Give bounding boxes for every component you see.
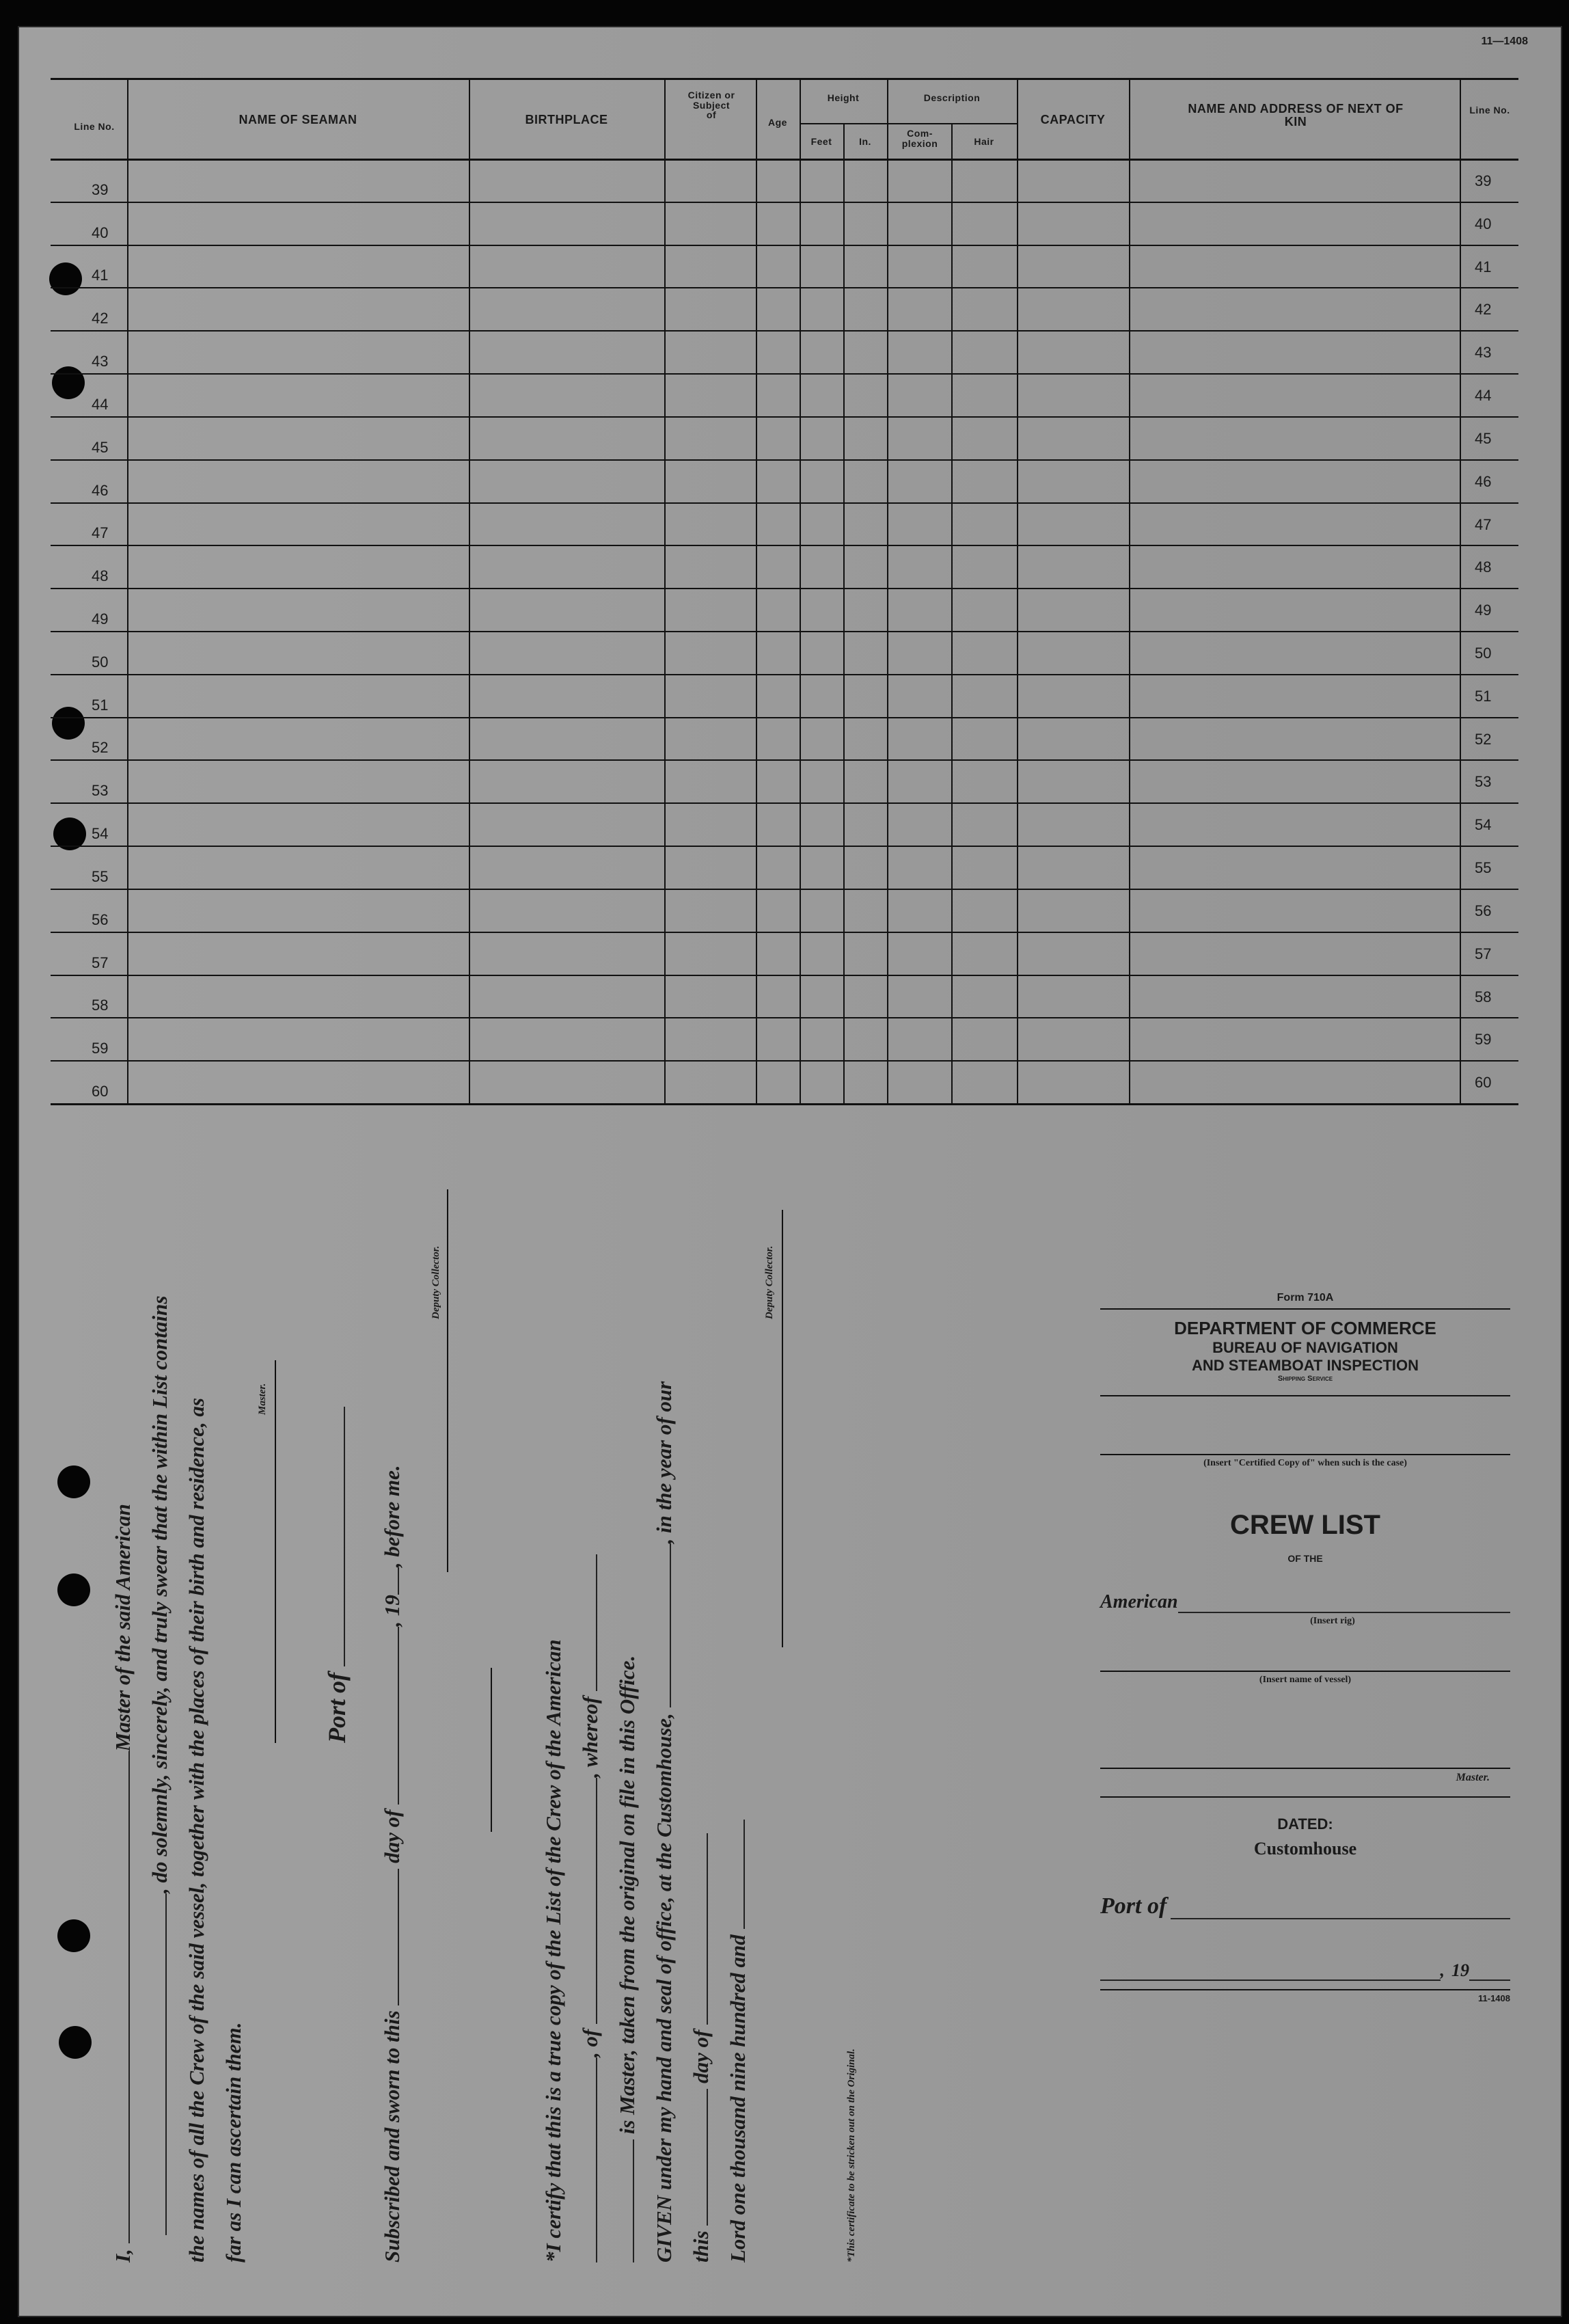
line-number-left: 52: [92, 739, 109, 757]
col-line: [843, 123, 845, 1105]
shipping-service: Shipping Service: [1277, 1375, 1333, 1383]
line-number-left: 50: [92, 653, 109, 671]
header-next-of-kin: NAME AND ADDRESS OF NEXT OF KIN: [1188, 102, 1404, 129]
bureau-line-2: AND STEAMBOAT INSPECTION: [1191, 1357, 1419, 1374]
table-row: [51, 373, 1518, 375]
crew-table: [31, 51, 1518, 1113]
vessel-name-line[interactable]: [1100, 1671, 1510, 1672]
line-number-left: 39: [92, 180, 109, 198]
line-number-left: 42: [92, 310, 109, 327]
line-number-right: 49: [1475, 602, 1492, 619]
certify-of-line: , of , whereof: [578, 1554, 603, 2262]
insert-certified-note: (Insert "Certified Copy of" when such is the case): [1203, 1458, 1407, 1468]
line-number-right: 56: [1475, 902, 1492, 919]
header-line-no-right: Line No.: [1469, 105, 1510, 116]
header-feet: Feet: [810, 136, 832, 147]
description-subrule: [887, 123, 1017, 124]
deputy-sig-line-2: [782, 1210, 783, 1647]
table-row: [51, 330, 1518, 332]
master-sig-label: Master.: [257, 1383, 268, 1415]
customhouse-label: Customhouse: [1253, 1839, 1357, 1859]
blank-vessel-name[interactable]: [165, 1893, 167, 2235]
line-number-left: 56: [92, 910, 109, 928]
table-row: [51, 674, 1518, 675]
insert-vessel-note: (Insert name of vessel): [1259, 1675, 1352, 1685]
header-line-no: Line No.: [74, 121, 115, 132]
line-number-right: 39: [1475, 172, 1492, 189]
table-row: [51, 802, 1518, 804]
table-row: [51, 975, 1518, 976]
port-of-back-line: Port of: [1100, 1893, 1510, 1919]
table-row: [51, 759, 1518, 761]
table-row: [51, 416, 1518, 418]
table-row: [51, 889, 1518, 890]
col-line: [127, 78, 128, 1105]
line-number-left: 44: [92, 395, 109, 413]
line-number-left: 43: [92, 353, 109, 370]
form-number: Form 710A: [1277, 1292, 1334, 1303]
line-number-right: 42: [1475, 301, 1492, 319]
col-line: [1017, 78, 1018, 1105]
oath-line-4: far as I can ascertain them.: [221, 2022, 245, 2262]
punch-hole: [57, 1573, 90, 1606]
col-line: [951, 123, 953, 1105]
table-row: [51, 717, 1518, 718]
table-row: [51, 588, 1518, 589]
header-citizen: Citizen or Subject of: [687, 90, 735, 121]
line-number-right: 40: [1475, 215, 1492, 232]
line-number-left: 54: [92, 825, 109, 843]
col-line: [887, 78, 888, 1105]
line-number-right: 57: [1475, 945, 1492, 962]
header-height: Height: [827, 92, 860, 103]
dated-label: DATED:: [1277, 1815, 1333, 1833]
col-line: [469, 78, 470, 1105]
blank-day[interactable]: [398, 1869, 399, 2005]
blank-whereof[interactable]: [633, 2139, 634, 2262]
panel-top-rule: [1100, 1308, 1510, 1310]
department-name: DEPARTMENT OF COMMERCE: [1174, 1318, 1436, 1338]
blank-back-date[interactable]: [1100, 1980, 1441, 1981]
back-master-label: Master.: [1456, 1772, 1490, 1783]
blank-vessel-copy[interactable]: [596, 2057, 597, 2262]
punch-hole: [57, 1465, 90, 1498]
header-capacity: CAPACITY: [1040, 113, 1106, 126]
line-number-left: 59: [92, 1040, 109, 1057]
deputy-collector-label-2: Deputy Collector.: [764, 1245, 775, 1319]
certificate-footnote: *This certificate to be stricken out on the Original.: [846, 2049, 857, 2262]
line-number-right: 47: [1475, 515, 1492, 533]
line-number-right: 46: [1475, 472, 1492, 490]
line-number-right: 52: [1475, 730, 1492, 748]
header-name-of-seaman: NAME OF SEAMAN: [238, 113, 357, 126]
table-row: [51, 545, 1518, 546]
of-the: OF THE: [1287, 1553, 1323, 1564]
panel-rule-2: [1100, 1395, 1510, 1396]
col-line: [756, 78, 757, 1105]
blank-customhouse[interactable]: [670, 1543, 671, 1707]
table-bottom-rule: [51, 1103, 1518, 1105]
line-number-right: 51: [1475, 687, 1492, 705]
table-row: [51, 631, 1518, 632]
col-line: [1129, 78, 1130, 1105]
blank-master-copy[interactable]: [596, 1554, 597, 1691]
blank-day-of[interactable]: [707, 1833, 708, 2025]
line-number-left: 58: [92, 997, 109, 1014]
line-number-left: 48: [92, 567, 109, 585]
blank-back-year[interactable]: [1469, 1980, 1510, 1981]
line-number-left: 47: [92, 524, 109, 542]
line-number-left: 46: [92, 481, 109, 499]
col-line: [800, 78, 801, 1105]
punch-hole: [57, 1919, 90, 1952]
oath-line-3: the names of all the Crew of the said vessel, together with the places of their birth and residence, as: [185, 1398, 208, 2262]
header-birthplace: BIRTHPLACE: [525, 113, 608, 126]
blank-back-port[interactable]: [1171, 1918, 1510, 1919]
line-number-right: 41: [1475, 258, 1492, 275]
line-number-right: 44: [1475, 387, 1492, 405]
line-number-left: 45: [92, 438, 109, 456]
american-line: American: [1100, 1591, 1510, 1613]
oath-block: [96, 1135, 984, 2262]
table-row: [51, 459, 1518, 461]
header-inches: In.: [859, 136, 871, 147]
table-row: [51, 502, 1518, 504]
certify-line: *I certify that this is a true copy of the List of the Crew of the American: [541, 1639, 565, 2262]
line-number-right: 55: [1475, 859, 1492, 877]
subscribed-line: Subscribed and sworn to this day of , 19, before me.: [380, 1465, 404, 2262]
back-code: 11-1408: [1478, 1993, 1510, 2003]
table-top-rule: [51, 78, 1518, 80]
line-number-left: 40: [92, 224, 109, 241]
col-line: [1460, 78, 1461, 1105]
table-row: [51, 1017, 1518, 1018]
back-panel: [1100, 1292, 1510, 2003]
bureau-line-1: BUREAU OF NAVIGATION: [1212, 1339, 1398, 1356]
header-hair: Hair: [974, 136, 994, 147]
port-of-line: Port of: [323, 1407, 351, 1743]
line-number-right: 58: [1475, 988, 1492, 1005]
oath-line-2: , do solemnly, sincerely, and truly swear that the within List contains: [148, 1296, 172, 2262]
line-number-left: 57: [92, 954, 109, 971]
blank-year[interactable]: [398, 1567, 399, 1595]
col-line: [664, 78, 666, 1105]
line-number-right: 53: [1475, 773, 1492, 791]
table-row: [51, 846, 1518, 847]
blank-rig[interactable]: [1178, 1612, 1510, 1613]
blank-master-name[interactable]: [128, 1751, 130, 2243]
line-number-left: 51: [92, 696, 109, 714]
line-number-right: 45: [1475, 429, 1492, 447]
date-back-line: , 19: [1100, 1960, 1510, 1981]
short-rule: [491, 1668, 492, 1832]
line-number-right: 43: [1475, 344, 1492, 362]
line-number-right: 60: [1475, 1074, 1492, 1092]
table-row: [51, 202, 1518, 203]
this-day-line: this day of: [689, 1833, 713, 2262]
line-number-right: 48: [1475, 558, 1492, 576]
header-complexion: Com- plexion: [901, 128, 938, 149]
deputy-sig-line-1: [447, 1189, 448, 1572]
line-number-left: 41: [92, 267, 109, 284]
panel-bottom-rule: [1100, 1989, 1510, 1990]
table-row: [51, 1060, 1518, 1062]
certified-copy-line[interactable]: [1100, 1454, 1510, 1455]
table-header-rule: [51, 159, 1518, 161]
line-number-left: 55: [92, 867, 109, 885]
blank-year-written[interactable]: [743, 1820, 745, 1929]
crew-list-title: CREW LIST: [1230, 1510, 1380, 1540]
line-number-left: 60: [92, 1083, 109, 1100]
form-code-top: 11—1408: [1481, 36, 1528, 47]
lord-line: Lord one thousand nine hundred and: [726, 1820, 750, 2262]
master-name-line[interactable]: [1100, 1768, 1510, 1769]
oath-line-1: I, Master of the said American: [111, 1504, 135, 2262]
master-sig-line: [275, 1360, 276, 1743]
blank-this-day[interactable]: [707, 2089, 708, 2226]
panel-rule-3: [1100, 1796, 1510, 1798]
header-age: Age: [768, 117, 787, 128]
header-description: Description: [923, 92, 981, 103]
line-number-right: 54: [1475, 816, 1492, 834]
deputy-collector-label-1: Deputy Collector.: [431, 1245, 441, 1319]
blank-port-copy[interactable]: [596, 1778, 597, 2024]
line-number-left: 53: [92, 782, 109, 800]
blank-month[interactable]: [398, 1627, 399, 1805]
table-row: [51, 287, 1518, 288]
table-row: [51, 932, 1518, 933]
given-line: GIVEN under my hand and seal of office, at the Customhouse, , in the year of our: [652, 1381, 676, 2262]
certify-master-line: is Master, taken from the original on file in this Office.: [615, 1656, 640, 2262]
line-number-right: 50: [1475, 645, 1492, 662]
punch-hole: [59, 2026, 92, 2059]
insert-rig-note: (Insert rig): [1310, 1616, 1355, 1626]
blank-port[interactable]: [344, 1407, 345, 1666]
line-number-left: 49: [92, 610, 109, 627]
table-row: [51, 245, 1518, 246]
height-subrule: [800, 123, 887, 124]
line-number-right: 59: [1475, 1031, 1492, 1049]
